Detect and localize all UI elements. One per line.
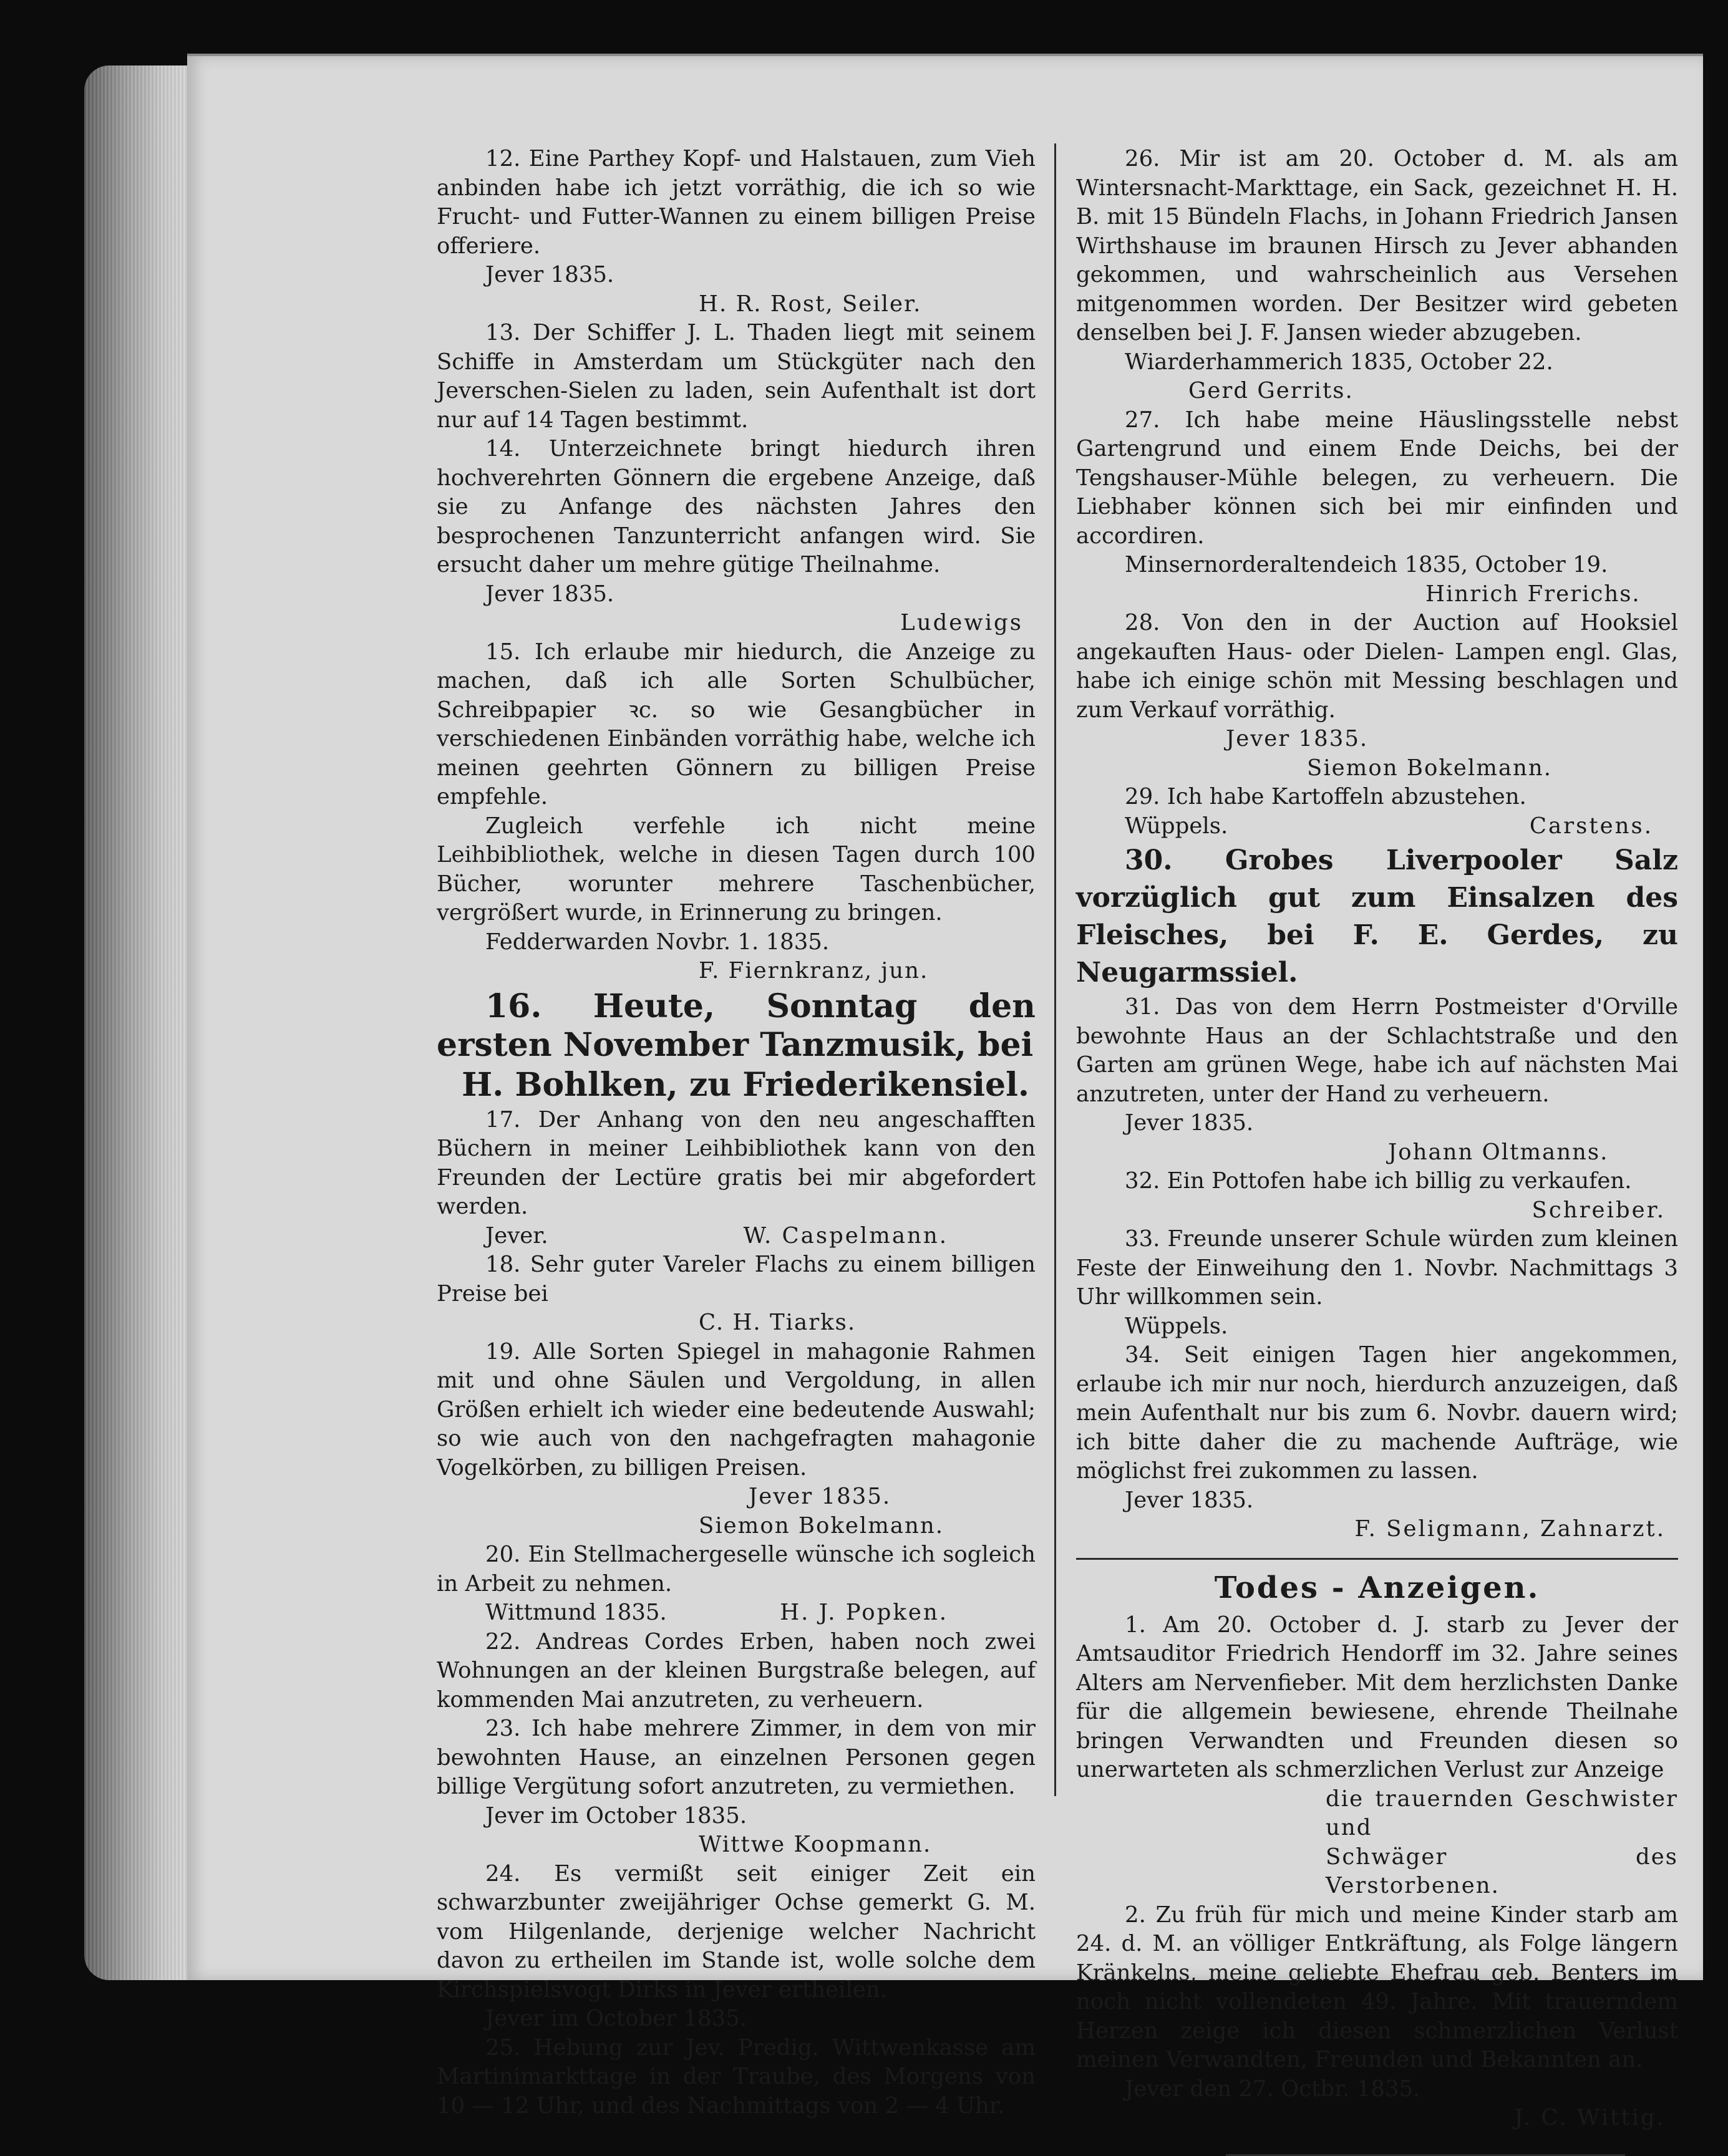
notice-17: 17. Der Anhang von den neu angeschafften Büchern in meiner Leihbibliothek kann von den Freunden der Lectüre gratis bei mir abgefordert werden. (437, 1106, 1036, 1219)
notice-25: 25. Hebung zur Jev. Predig. Wittwenkasse am Martinimarkttage in der Traube, des Morgens von 10 — 12 Uhr, und des Nachmittags von 2 — 4 Uhr. (437, 2034, 1036, 2119)
notice-32-signature: Schreiber. (1531, 1197, 1666, 1223)
notice-28: 28. Von den in der Auction auf Hooksiel angekauften Haus- oder Dielen- Lampen engl. Glas, habe ich einige schön mit Messing beschlagen und zum Verkauf vorräthig. (1076, 610, 1678, 723)
notice-27: 27. Ich habe meine Häuslingsstelle nebst Gartengrund und einem Ende Deichs, bei der Tengshauser-Mühle belegen, zu verheuern. Die Liebhaber können sich bei mir einfinden und accordiren. (1076, 407, 1678, 549)
column-divider (1054, 143, 1056, 1796)
notice-16-headline: 16. Heute, Sonntag den ersten November Tanzmusik, bei (437, 987, 1036, 1064)
notice-28-signature: Siemon Bokelmann. (1307, 755, 1553, 781)
notice-19-signature: Siemon Bokelmann. (699, 1512, 944, 1539)
notice-23: 23. Ich habe mehrere Zimmer, in dem von mir bewohnten Hause, an einzelnen Personen gegen billige Vergütung sofort anzutreten, zu vermiethen. (437, 1716, 1036, 1799)
notice-19-place: Jever 1835. (749, 1484, 891, 1509)
notice-12-signature: H. R. Rost, Seiler. (699, 291, 922, 317)
notice-23-signature: Wittwe Koopmann. (699, 1832, 932, 1857)
death-notice-2-place: Jever den 27. Octbr. 1835. (1125, 2076, 1420, 2102)
death-notice-1-signature-a: die trauernden Geschwister und (1326, 1786, 1678, 1840)
notice-20: 20. Ein Stellmachergeselle wünsche ich sogleich in Arbeit zu nehmen. (437, 1542, 1036, 1597)
notice-15-signature: F. Fiernkranz, jun. (699, 958, 929, 984)
notice-31-signature: Johann Oltmanns. (1388, 1139, 1609, 1165)
death-notice-1-signature-b: Schwäger des Verstorbenen. (1326, 1844, 1678, 1898)
notice-26-place: Wiarderhammerich 1835, October 22. (1125, 349, 1553, 375)
section-rule (1076, 1558, 1678, 1560)
right-column (1076, 145, 1678, 2156)
end-rule (1226, 2154, 1625, 2156)
notice-17-place: Jever. (485, 1222, 548, 1249)
notice-23-place: Jever im October 1835. (485, 1802, 747, 1829)
notice-12-place: Jever 1835. (485, 262, 614, 288)
notice-14-place: Jever 1835. (485, 581, 614, 607)
notice-20-signature: H. J. Popken. (780, 1600, 948, 1625)
notice-34-place: Jever 1835. (1125, 1487, 1254, 1513)
death-notice-2-signature: J. C. Wittig. (1514, 2105, 1666, 2130)
notice-17-signature: W. Caspelmann. (743, 1222, 948, 1249)
notice-28-place: Jever 1835. (1226, 726, 1369, 752)
notice-31-place: Jever 1835. (1125, 1110, 1254, 1136)
notice-27-signature: Hinrich Frerichs. (1425, 581, 1641, 607)
notice-27-place: Minsernorderaltendeich 1835, October 19. (1125, 552, 1608, 578)
notice-24-place: Jever im October 1835. (485, 2006, 747, 2031)
notice-19: 19. Alle Sorten Spiegel in mahagonie Rahmen mit und ohne Säulen und Vergoldung, in allen Größen erhielt ich wieder eine bedeutende Auswahl; so wie auch von den nachgefragten mahagonie Vogelkörben, zu billigen Preisen. (437, 1338, 1036, 1481)
notice-18-signature: C. H. Tiarks. (699, 1310, 857, 1335)
notice-26: 26. Mir ist am 20. October d. M. als am Wintersnacht-Markttage, ein Sack, gezeichnet H. H. B. mit 15 Bündeln Flachs, in Johann Friedrich Jansen Wirthshause im braunen Hirsch zu Jever abhanden gekommen, und wahrscheinlich aus Versehen mitgenommen worden. Der Besitzer wird gebeten denselben bei J. F. Jansen wieder abzugeben. (1076, 146, 1678, 346)
notice-34-signature: F. Seligmann, Zahnarzt. (1354, 1516, 1666, 1542)
notice-29: 29. Ich habe Kartoffeln abzustehen. (1125, 784, 1527, 810)
notice-16-venue: H. Bohlken, zu Friederikensiel. (462, 1065, 1029, 1104)
notice-30: 30. Grobes Liverpooler Salz vorzüglich gut zum Einsalzen des Fleisches, bei F. E. Gerdes, zu Neugarmssiel. (1076, 844, 1678, 989)
notice-31: 31. Das von dem Herrn Postmeister d'Orville bewohnte Haus an der Schlachtstraße und den Garten am grünen Wege, habe ich auf nächsten Mai anzutreten, unter der Hand zu verheuern. (1076, 994, 1678, 1107)
notice-15: 15. Ich erlaube mir hiedurch, die Anzeige zu machen, daß ich alle Sorten Schulbücher, Schreibpapier ꝛc. so wie Gesangbücher in verschiedenen Einbänden vorräthig habe, welche ich meinen geehrten Gönnern zu billigen Preise empfehle. (437, 639, 1036, 810)
notice-32: 32. Ein Pottofen habe ich billig zu verkaufen. (1125, 1168, 1632, 1194)
notice-22: 22. Andreas Cordes Erben, haben noch zwei Wohnungen an der kleinen Burgstraße belegen, auf kommenden Mai anzutreten, zu verheuern. (437, 1628, 1036, 1713)
notice-14: 14. Unterzeichnete bringt hiedurch ihren hochverehrten Gönnern die ergebene Anzeige, daß sie zu Anfange des nächsten Jahres den besprochenen Tanzunterricht anfangen wird. Sie ersucht daher um mehre gütige Theilnahme. (437, 436, 1036, 578)
notice-12: 12. Eine Parthey Kopf- und Halstauen, zum Vieh anbinden habe ich jetzt vorräthig, die ich so wie Frucht- und Futter-Wannen zu einem billigen Preise offeriere. (437, 146, 1036, 259)
notice-33: 33. Freunde unserer Schule würden zum kleinen Feste der Einweihung den 1. Novbr. Nachmittags 3 Uhr willkommen sein. (1076, 1226, 1678, 1310)
notice-34: 34. Seit einigen Tagen hier angekommen, erlaube ich mir nur noch, hierdurch anzuzeigen, daß mein Aufenthalt nur bis zum 6. Novbr. dauern wird; ich bitte daher die zu machende Aufträge, wie möglichst frei zukommen zu lassen. (1076, 1342, 1678, 1484)
notice-18: 18. Sehr guter Vareler Flachs zu einem billigen Preise bei (437, 1252, 1036, 1307)
notice-15-place: Fedderwarden Novbr. 1. 1835. (485, 929, 830, 955)
left-column (437, 145, 1036, 2120)
death-notice-2: 2. Zu früh für mich und meine Kinder starb am 24. d. M. an völliger Entkräftung, als Folge längern Kränkelns, meine geliebte Ehefrau geb. Benters im noch nicht vollendeten 49. Jahre. Mit trauerndem Herzen zeige ich diesen schmerzlichen Verlust meinen Verwandten, Freunden und Bekannten an. (1076, 1902, 1678, 2072)
notice-14-signature: Ludewigs (900, 610, 1023, 636)
notice-13: 13. Der Schiffer J. L. Thaden liegt mit seinem Schiffe in Amsterdam um Stückgüter nach den Jeverschen-Sielen zu laden, sein Aufenthalt ist dort nur auf 14 Tagen bestimmt. (437, 320, 1036, 433)
death-notices-heading: Todes - Anzeigen. (1214, 1570, 1540, 1605)
notice-15-continued: Zugleich verfehle ich nicht meine Leihbibliothek, welche in diesen Tagen durch 100 Bücher, worunter mehrere Taschenbücher, vergrößert wurde, in Erinnerung zu bringen. (437, 813, 1036, 926)
book-page-edges (84, 65, 197, 1980)
notice-20-place: Wittmund 1835. (485, 1600, 667, 1625)
notice-33-place: Wüppels. (1125, 1313, 1228, 1339)
notice-24: 24. Es vermißt seit einiger Zeit ein schwarzbunter zweijähriger Ochse gemerkt G. M. vom Hilgenlande, derjenige welcher Nachricht davon zu ertheilen im Stande ist, wolle solche dem Kirchspielsvogt Dirks in Jever ertheilen. (437, 1860, 1036, 2003)
notice-29-place: Wüppels. (1125, 813, 1228, 839)
notice-26-signature: Gerd Gerrits. (1188, 378, 1354, 404)
death-notice-1: 1. Am 20. October d. J. starb zu Jever der Amtsauditor Friedrich Hendorff im 32. Jahre seines Alters am Nervenfieber. Mit dem herzlichsten Danke für die allgemein bewiesene, ehrende Theilnahe bringen Verwandten und Freunden diesen so unerwarteten als schmerzlichen Verlust zur Anzeige (1076, 1612, 1678, 1782)
notice-29-signature: Carstens. (1529, 813, 1653, 839)
